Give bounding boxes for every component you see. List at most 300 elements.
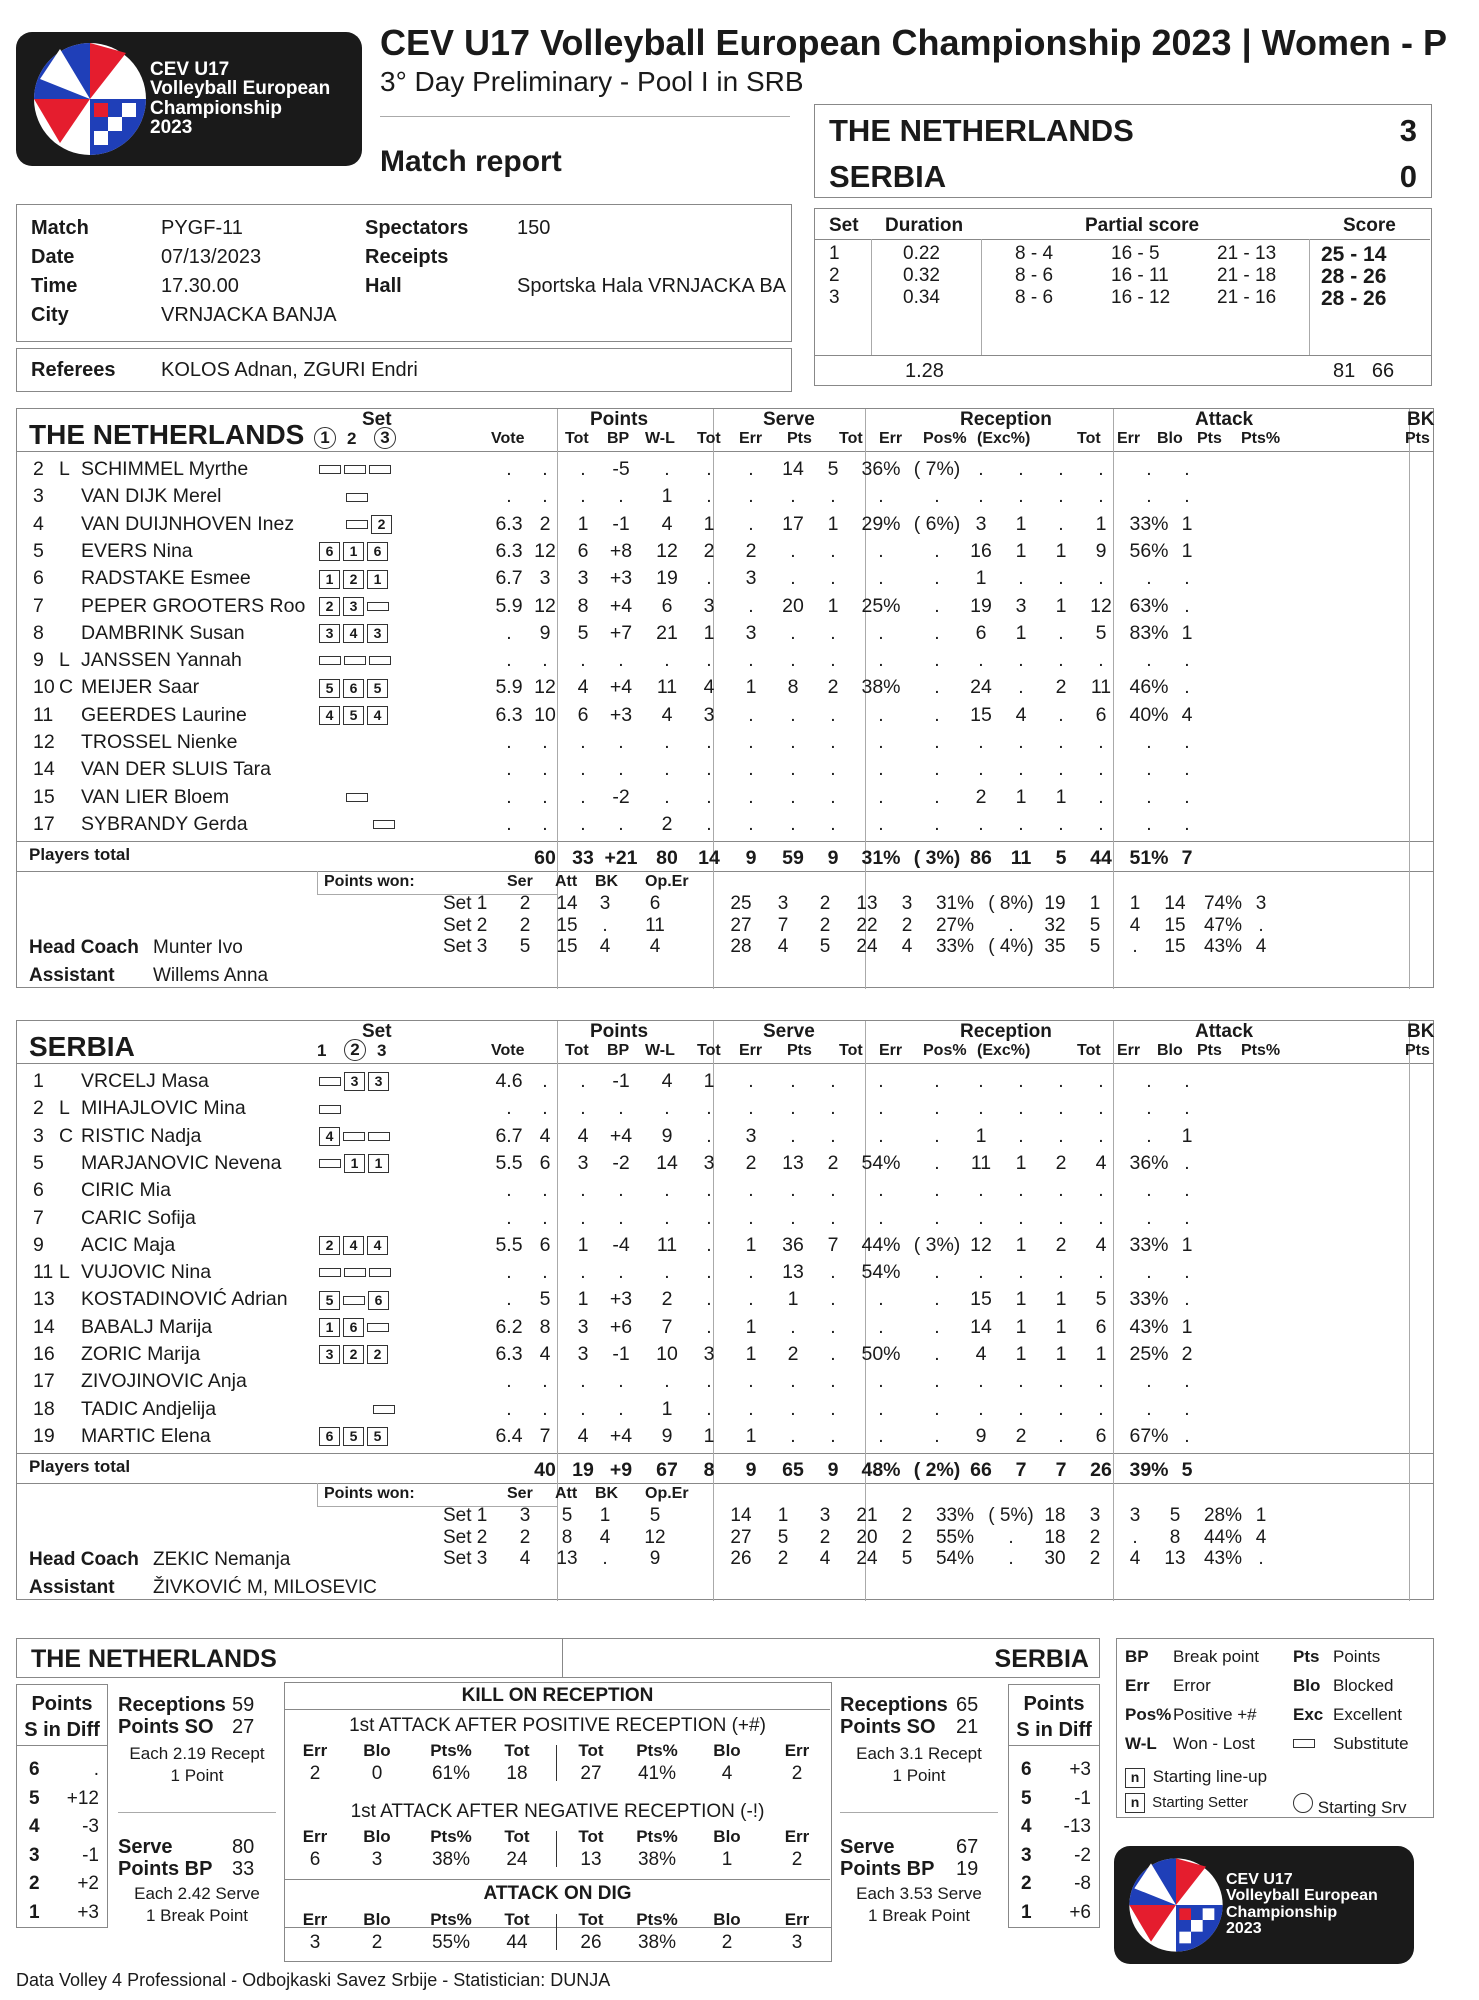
kill-col-head: Err (302, 1827, 328, 1846)
starting-position: 3 (344, 1072, 365, 1091)
kill-value: 38% (637, 1932, 677, 1953)
substitute-icon (344, 465, 366, 474)
total-apct: 39% (1129, 1459, 1169, 1482)
rotation-diff: -3 (82, 1816, 99, 1837)
match-info (16, 204, 792, 342)
stat-apct: . (1146, 458, 1152, 480)
player-sets (319, 1207, 400, 1230)
stat-apct: . (1146, 1070, 1152, 1092)
stat-aerr: . (1018, 1261, 1024, 1284)
stat-aerr: . (1018, 1124, 1024, 1147)
player-name: TADIC Andjelija (81, 1397, 217, 1420)
stat-stot: 2 (661, 812, 673, 835)
city-label: City (31, 304, 69, 326)
set-stat-stot: 27 (730, 914, 752, 936)
set-stat-ablo: 4 (1129, 914, 1141, 936)
stat-tot: 8 (539, 1315, 551, 1338)
table-row (17, 619, 1433, 646)
substitute-icon (369, 1268, 391, 1277)
attack-on-dig (284, 1904, 832, 1962)
stat-stot: . (664, 1206, 670, 1229)
col-sub-tot: Tot (839, 1042, 863, 1059)
stat-tot: . (542, 1070, 548, 1092)
assistant-label: Assistant (29, 965, 115, 987)
stat-serr: . (706, 1370, 712, 1393)
stat-apct: . (1146, 485, 1152, 508)
stat-rtot: . (790, 1397, 796, 1420)
table-row (17, 728, 1433, 755)
kill-value: 2 (791, 1849, 803, 1870)
player-number: 6 (33, 1179, 44, 1202)
stat-aerr: . (1018, 758, 1024, 781)
stat-rtot: 2 (787, 1343, 799, 1365)
stat-stot: 1 (661, 1397, 673, 1420)
player-sets (319, 1234, 391, 1257)
stat-spts: . (748, 1370, 754, 1393)
player-role: L (59, 1261, 70, 1284)
table-row (17, 1285, 1433, 1312)
starting-position: 6 (319, 542, 340, 561)
stat-apts: 5 (1095, 1288, 1107, 1311)
spectators-label: Spectators (365, 217, 469, 239)
left-bp-label: Points BP (118, 1858, 213, 1880)
stat-apts: . (1098, 1179, 1104, 1202)
stat-rexc: . (934, 539, 940, 562)
rotation-number: 6 (1021, 1759, 1032, 1780)
col-sub-err: Err (879, 1042, 903, 1059)
set-partial-2: 16 - 11 (1111, 265, 1169, 286)
total-stot: 67 (656, 1459, 678, 1482)
right-bp-label: Points BP (840, 1858, 935, 1880)
stat-apct: . (1146, 1397, 1152, 1420)
set-stat-operr: 12 (644, 1526, 666, 1548)
stat-bp: . (580, 785, 586, 808)
logo-bottom-line-2: Volleyball European (1226, 1887, 1378, 1905)
right-rec-value: 65 (956, 1694, 979, 1716)
substitute-icon (319, 1077, 341, 1086)
stat-bk: . (1184, 731, 1190, 753)
stat-ablo: 1 (1055, 1315, 1067, 1338)
stat-vote: . (506, 621, 512, 644)
kill-value: 3 (309, 1932, 321, 1953)
table-row (17, 1204, 1433, 1231)
stat-bk: 1 (1181, 512, 1193, 535)
stat-wl: . (618, 1206, 624, 1229)
player-name: BABALJ Marija (81, 1315, 213, 1338)
stat-atot: 2 (975, 785, 987, 808)
kill-col-head: Tot (504, 1910, 530, 1929)
stat-vote: 6.7 (495, 567, 523, 590)
player-number: 17 (33, 1370, 55, 1393)
stat-apct: . (1146, 1124, 1152, 1147)
stat-rexc: ( 3%) (913, 1233, 961, 1256)
stat-tot: 6 (539, 1233, 551, 1256)
stat-tot: 10 (534, 703, 556, 726)
stat-bp: 8 (577, 594, 589, 617)
player-sets (319, 813, 398, 836)
starting-position: 4 (319, 1127, 340, 1146)
player-number: 3 (33, 485, 44, 508)
starting-position: 6 (343, 679, 364, 698)
stat-bk: . (1184, 1206, 1190, 1229)
pos-title: 1st ATTACK AFTER POSITIVE RECEPTION (+#) (349, 1715, 766, 1736)
set-stat-rerr: 2 (901, 914, 913, 936)
set-num: 2 (829, 265, 840, 286)
stat-bp: . (580, 649, 586, 672)
right-each-recept: Each 3.1 Recept (856, 1744, 982, 1763)
referees-label: Referees (31, 359, 116, 381)
stat-rexc: . (934, 758, 940, 781)
substitute-icon (319, 656, 341, 665)
player-number: 10 (33, 676, 55, 699)
total-rerr: 9 (827, 1459, 839, 1482)
set-stat-apts: 5 (1169, 1505, 1181, 1527)
right-serve-label: Serve (840, 1836, 895, 1858)
kill-col-head: Pts% (636, 1827, 678, 1846)
set-stat-att: 15 (556, 914, 578, 936)
stat-apts: 4 (1095, 1233, 1107, 1256)
stat-stot: 4 (661, 1070, 673, 1092)
legend-value: Excellent (1333, 1705, 1402, 1724)
stat-tot: 4 (539, 1343, 551, 1365)
stat-ablo: 1 (1055, 1288, 1067, 1311)
stat-apct: . (1146, 1261, 1152, 1284)
rotation-number: 5 (29, 1787, 40, 1809)
set-stat-stot: 25 (730, 893, 752, 915)
kill-value: 24 (506, 1849, 528, 1870)
stat-aerr: . (1018, 1179, 1024, 1202)
player-number: 1 (33, 1070, 44, 1092)
time-value: 17.30.00 (161, 275, 239, 297)
player-name: GEERDES Laurine (81, 703, 247, 726)
stat-ablo: . (1058, 812, 1064, 835)
stat-rtot: . (790, 812, 796, 835)
col-attack: Attack (1195, 1021, 1254, 1042)
stat-rexc: . (934, 703, 940, 726)
total-stot: 80 (656, 847, 678, 870)
kill-col-head: Pts% (636, 1741, 678, 1760)
player-number: 9 (33, 649, 44, 672)
stat-rpos: . (878, 1124, 884, 1147)
player-name: VUJOVIC Nina (81, 1261, 212, 1284)
set-stat-serr: 4 (777, 936, 789, 958)
stat-serr: . (706, 1124, 712, 1147)
set-stat-atot: 32 (1044, 914, 1066, 936)
player-number: 2 (33, 458, 44, 480)
head-coach-label: Head Coach (29, 937, 139, 959)
team2-name: SERBIA (829, 159, 947, 194)
stat-ablo: . (1058, 485, 1064, 508)
stat-rerr: . (830, 1124, 836, 1147)
player-name: ACIC Maja (81, 1233, 176, 1256)
stat-stot: 9 (661, 1124, 673, 1147)
col-ser: Ser (507, 873, 533, 891)
stat-ablo: . (1058, 458, 1064, 480)
stat-rtot: . (790, 1370, 796, 1393)
stat-stot: 4 (661, 703, 673, 726)
stat-bk: 1 (1181, 1233, 1193, 1256)
stat-wl: +4 (609, 1424, 633, 1447)
stat-apct: . (1146, 812, 1152, 835)
stat-ablo: 2 (1055, 1151, 1067, 1174)
kill-col-head: Blo (363, 1910, 391, 1929)
player-sets (319, 513, 395, 536)
stat-aerr: 1 (1015, 539, 1027, 562)
set-stat-operr: 11 (645, 914, 665, 936)
stat-rpos: . (878, 1179, 884, 1202)
total-wl: +9 (609, 1459, 633, 1482)
col-sub-pts: Pts (1197, 430, 1222, 447)
stat-wl: -5 (612, 458, 630, 480)
stat-atot: 9 (975, 1424, 987, 1447)
time-label: Time (31, 275, 78, 297)
total-bp: 19 (572, 1459, 594, 1482)
substitute-icon (369, 465, 391, 474)
rotation-number: 3 (1021, 1844, 1032, 1866)
col-bk: BK (1407, 409, 1435, 430)
player-name: VAN LIER Bloem (81, 785, 230, 808)
set-stat-rtot: 24 (856, 1548, 878, 1570)
stat-stot: 21 (656, 621, 678, 644)
col-sub-err: Err (739, 430, 763, 447)
stat-rexc: . (934, 1206, 940, 1229)
starting-position: 4 (367, 1236, 388, 1255)
kill-value: 6 (309, 1849, 321, 1870)
player-sets (319, 1070, 392, 1093)
stat-rtot: . (790, 1315, 796, 1338)
col-sub-ptsp: Pts% (1241, 1042, 1281, 1059)
stat-stot: 2 (661, 1288, 673, 1311)
stat-tot: . (542, 649, 548, 672)
stat-rpos: . (878, 1288, 884, 1311)
stat-apts: . (1098, 1206, 1104, 1229)
stat-serr: . (706, 758, 712, 781)
rotation-diff: +2 (77, 1873, 99, 1894)
stat-rpos: . (878, 1070, 884, 1092)
stat-rexc: . (934, 621, 940, 644)
stat-ablo: . (1058, 1424, 1064, 1447)
set-stat-att: 13 (556, 1548, 578, 1570)
stat-aerr: . (1018, 731, 1024, 753)
set-heading-2: 2 (344, 1039, 366, 1061)
player-number: 6 (33, 567, 44, 590)
stat-bp: 6 (577, 539, 589, 562)
stat-ablo: . (1058, 1179, 1064, 1202)
stat-apts: 6 (1095, 1315, 1107, 1338)
stat-apct: . (1146, 731, 1152, 753)
stat-vote: . (506, 731, 512, 753)
stat-ablo: . (1058, 1206, 1064, 1229)
stat-tot: . (542, 758, 548, 781)
stat-stot: . (664, 1370, 670, 1393)
player-name: VAN DER SLUIS Tara (81, 758, 272, 781)
substitute-icon (343, 1296, 365, 1305)
player-name: VAN DUIJNHOVEN Inez (81, 512, 295, 535)
stat-bk: . (1184, 758, 1190, 781)
stat-stot: 11 (656, 1233, 678, 1256)
set-stat-bk: 1 (599, 1505, 611, 1527)
stat-atot: 15 (970, 703, 992, 726)
stat-rerr: . (830, 1179, 836, 1202)
stat-stot: . (664, 1261, 670, 1284)
stat-rpos: . (878, 703, 884, 726)
set-score: 28 - 26 (1321, 287, 1387, 310)
stat-bp: 3 (577, 1315, 589, 1338)
stat-bk: 1 (1181, 1315, 1193, 1338)
kill-col-head: Pts% (430, 1910, 472, 1929)
stat-spts: 1 (745, 1424, 757, 1447)
player-name: VRCELJ Masa (81, 1070, 209, 1092)
set-stat-rpos: 27% (935, 914, 975, 936)
kill-value: 38% (637, 1849, 677, 1870)
points-won-label: Points won: (324, 873, 415, 891)
legend-value: Blocked (1333, 1676, 1394, 1695)
player-name: TROSSEL Nienke (81, 731, 238, 753)
col-bkw: BK (595, 873, 619, 891)
substitute-icon (1293, 1739, 1315, 1748)
player-name: ZORIC Marija (81, 1343, 201, 1365)
rotation-number: 3 (29, 1844, 40, 1866)
set-stat-rpos: 33% (935, 936, 975, 958)
right-so-label: Points SO (840, 1716, 936, 1738)
spectators-value: 150 (517, 217, 551, 239)
starting-position: 6 (319, 1427, 340, 1446)
stat-serr: 1 (703, 1070, 715, 1092)
col-attack: Attack (1195, 409, 1254, 430)
substitute-icon (346, 520, 368, 529)
stat-spts: . (748, 703, 754, 726)
total-points: 81 66 (1333, 360, 1395, 382)
stat-rerr: . (830, 1206, 836, 1229)
stat-tot: . (542, 785, 548, 808)
player-number: 7 (33, 1206, 44, 1229)
left-serve-value: 80 (232, 1836, 255, 1858)
set-stat-rexc: ( 5%) (988, 1505, 1034, 1527)
stat-apts: 11 (1090, 676, 1112, 699)
set-partial-1: 8 - 4 (1015, 243, 1054, 264)
stat-rtot: . (790, 703, 796, 726)
col-points: Points (590, 409, 649, 430)
stat-ablo: 2 (1055, 676, 1067, 699)
team-table-0 (16, 408, 1434, 988)
legend-key: Blo (1293, 1676, 1321, 1695)
starting-setter-icon: n (1125, 1793, 1145, 1813)
stat-wl: -1 (612, 1070, 630, 1092)
stat-stot: . (664, 785, 670, 808)
stat-vote: . (506, 1261, 512, 1284)
stat-apts: . (1098, 458, 1104, 480)
stat-atot: . (978, 758, 984, 781)
stat-rtot: . (790, 1097, 796, 1120)
stat-serr: . (706, 1261, 712, 1284)
stat-rpos: 29% (861, 512, 901, 535)
stat-aerr: 1 (1015, 1151, 1027, 1174)
col-att: Att (555, 1485, 578, 1503)
neg-title: 1st ATTACK AFTER NEGATIVE RECEPTION (-!) (350, 1801, 765, 1822)
col-sub-blo: Blo (1157, 1042, 1183, 1059)
set-stat-apts: 15 (1164, 936, 1186, 958)
player-name: JANSSEN Yannah (81, 649, 242, 672)
total-serr: 14 (698, 847, 720, 870)
set-stat-atot: 18 (1044, 1505, 1066, 1527)
team1-score: 3 (1399, 113, 1417, 148)
total-apts: 26 (1090, 1459, 1112, 1482)
set-stat-stot: 28 (730, 936, 752, 958)
stat-rpos: . (878, 758, 884, 781)
starting-position: 4 (343, 1236, 364, 1255)
stat-ablo: . (1058, 1397, 1064, 1420)
stat-aerr: 2 (1015, 1424, 1027, 1447)
player-role: L (59, 458, 70, 480)
stat-bk: . (1184, 1179, 1190, 1202)
stat-wl: -2 (612, 1151, 630, 1174)
stat-rexc: . (934, 1315, 940, 1338)
stat-rerr: . (830, 1097, 836, 1120)
player-sets (319, 485, 398, 508)
total-wl: +21 (604, 847, 638, 870)
stat-rerr: . (830, 1070, 836, 1092)
stat-spts: . (748, 731, 754, 753)
stat-vote: 6.3 (495, 1343, 523, 1365)
stat-apct: . (1146, 1097, 1152, 1120)
stat-vote: . (506, 1288, 512, 1311)
stat-vote: 6.7 (495, 1124, 523, 1147)
stat-vote: 6.3 (495, 512, 523, 535)
stat-rtot: 20 (782, 594, 804, 617)
stat-apct: 46% (1129, 676, 1169, 699)
stat-rerr: 5 (827, 458, 839, 480)
set-stat-rtot: 24 (856, 936, 878, 958)
stat-aerr: 1 (1015, 512, 1027, 535)
starting-position: 3 (367, 624, 388, 643)
rotation-diff: +12 (66, 1787, 99, 1809)
set-stat-rerr: 5 (901, 1548, 913, 1570)
set-partial-2: 16 - 12 (1111, 287, 1171, 308)
stat-atot: . (978, 1070, 984, 1092)
stat-apts: 6 (1095, 1424, 1107, 1447)
stat-rexc: . (934, 1370, 940, 1393)
logo-line-3: Championship (150, 97, 282, 119)
stat-wl: -1 (612, 1343, 630, 1365)
legend-lineup: Starting line-up (1152, 1767, 1268, 1786)
stat-bp: 1 (577, 1288, 589, 1311)
stat-tot: 7 (539, 1424, 551, 1447)
stat-serr: . (706, 649, 712, 672)
stat-aerr: . (1018, 1206, 1024, 1229)
stat-atot: 4 (975, 1343, 987, 1365)
stat-apts: . (1098, 567, 1104, 590)
legend-value: Positive +# (1173, 1705, 1257, 1724)
stat-rtot: 17 (782, 512, 804, 535)
stat-tot: . (542, 731, 548, 753)
stat-apct: 67% (1129, 1424, 1169, 1447)
stat-vote: 5.5 (495, 1151, 523, 1174)
starting-position: 3 (368, 1072, 389, 1091)
stat-atot: . (978, 649, 984, 672)
kill-col-head: Tot (504, 1827, 530, 1846)
stat-apts: 5 (1095, 621, 1107, 644)
right-rec-label: Receptions (840, 1694, 948, 1716)
player-name: CIRIC Mia (81, 1179, 171, 1202)
total-rexc: ( 3%) (913, 847, 961, 870)
total-atot: 66 (970, 1459, 992, 1482)
set-stat-rpos: 55% (935, 1526, 975, 1548)
set-stat-aerr: 2 (1089, 1548, 1101, 1570)
stat-apct: 83% (1129, 621, 1169, 644)
stat-atot: 1 (975, 567, 987, 590)
stat-tot: . (542, 1097, 548, 1120)
kill-value: 2 (371, 1932, 383, 1953)
